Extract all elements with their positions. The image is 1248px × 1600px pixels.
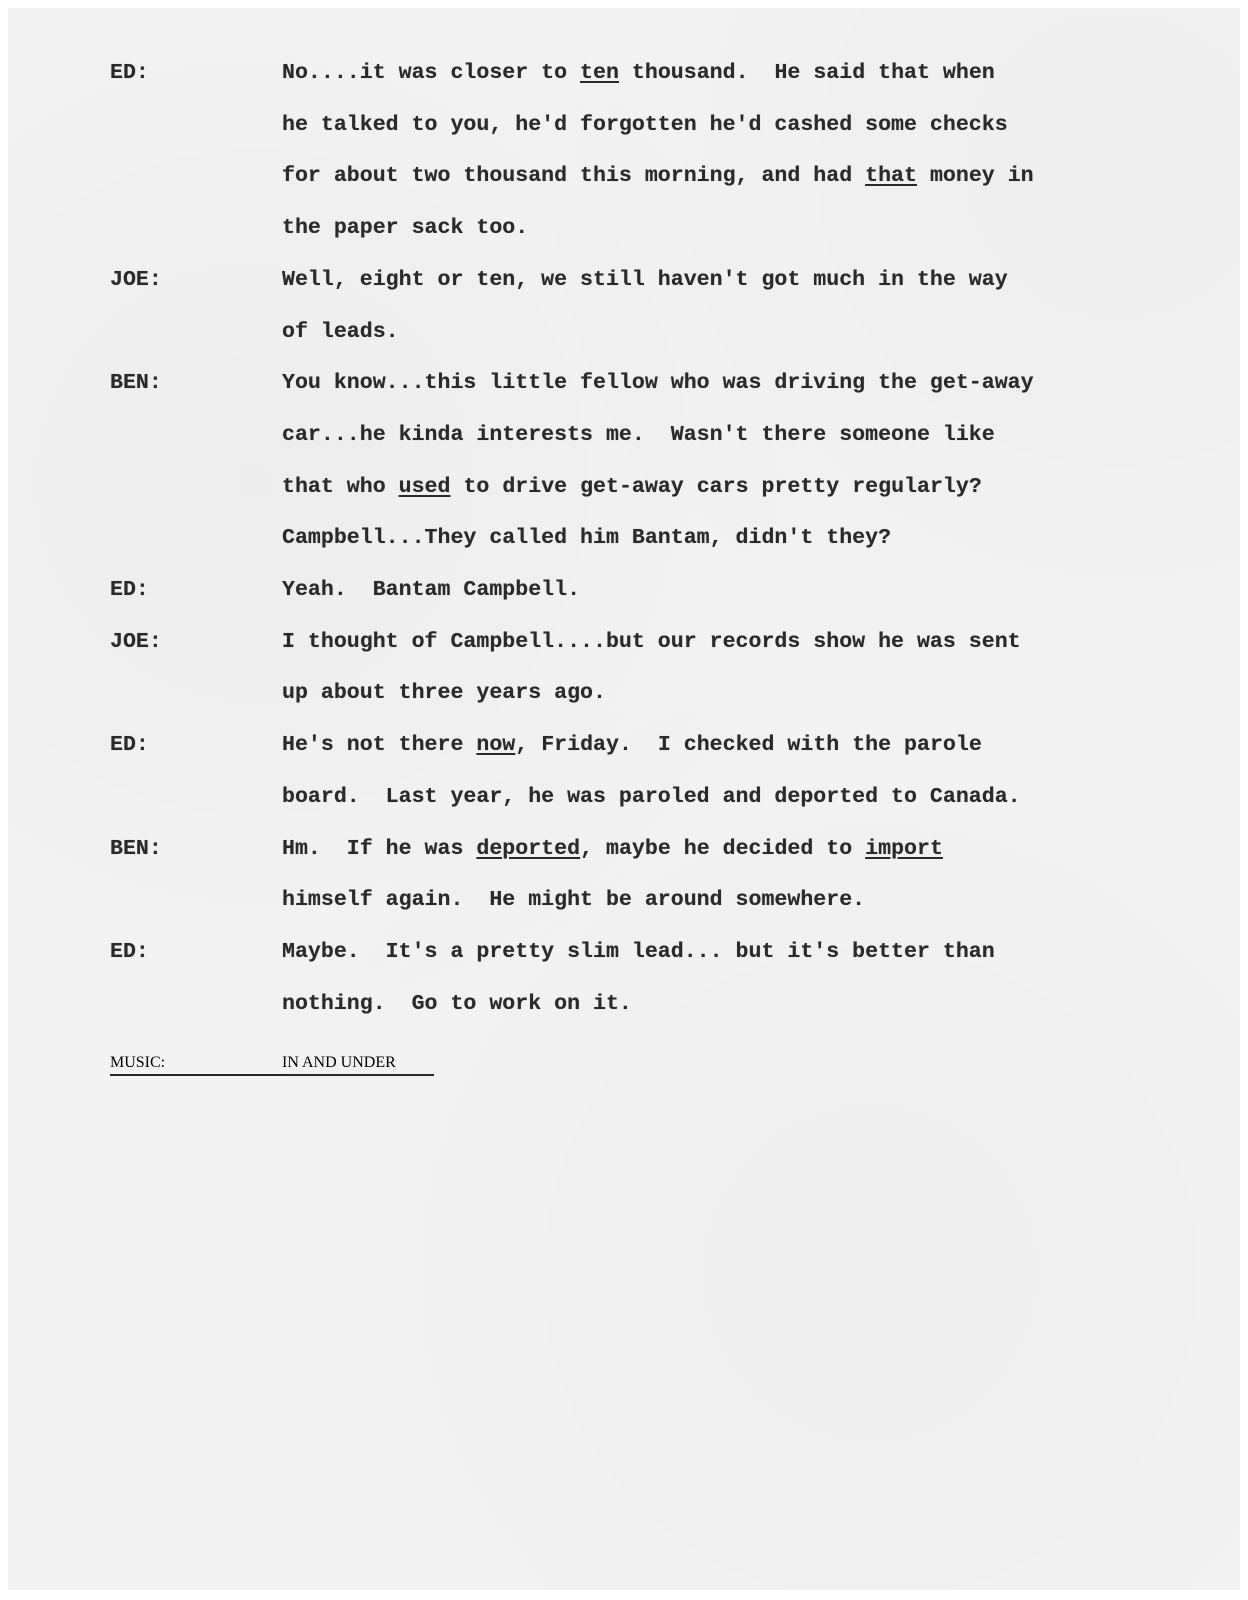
dialogue-line: Well, eight or ten, we still haven't got much in the way (282, 267, 1008, 292)
music-cue-text: IN AND UNDER (282, 1054, 396, 1071)
dialogue-line: Hm. If he was deported, maybe he decided to import (282, 836, 943, 861)
dialogue-line: He's not there now, Friday. I checked with the parole (282, 733, 982, 758)
script-body (8, 8, 1240, 1590)
dialogue-line: Yeah. Bantam Campbell. (282, 578, 581, 602)
dialogue-line: nothing. Go to work on it. (282, 991, 632, 1016)
speaker-label: JOE: (110, 267, 162, 292)
dialogue-line: You know...this little fellow who was driving the get-away (282, 371, 1034, 396)
dialogue-line: Maybe. It's a pretty slim lead... but it's better than (282, 939, 995, 964)
emphasized-word: deported (476, 836, 581, 861)
music-cue (110, 1050, 396, 1180)
speaker-label: ED: (110, 733, 149, 758)
speaker-label: BEN: (110, 836, 162, 861)
dialogue-line: that who used to drive get-away cars pretty regularly? (282, 474, 982, 499)
dialogue-line: the paper sack too. (282, 216, 529, 241)
speaker-label: BEN: (110, 371, 162, 396)
emphasized-word: used (398, 474, 451, 499)
dialogue-line: of leads. (282, 319, 399, 344)
paper-page (8, 8, 1240, 1590)
dialogue-line: up about three years ago. (282, 681, 606, 706)
speaker-label: ED: (110, 939, 149, 964)
dialogue-line: for about two thousand this morning, and had that money in (282, 164, 1034, 189)
dialogue-line: himself again. He might be around somewhere. (282, 888, 866, 913)
dialogue-line: he talked to you, he'd forgotten he'd cashed some checks (282, 112, 1008, 137)
dialogue-line: Campbell...They called him Bantam, didn't they? (282, 526, 892, 551)
emphasized-word: now (476, 733, 516, 758)
music-cue-underline (110, 1074, 434, 1076)
dialogue-line: No....it was closer to ten thousand. He said that when (282, 61, 995, 85)
speaker-label: JOE: (110, 629, 162, 654)
dialogue-line: car...he kinda interests me. Wasn't there someone like (282, 422, 995, 447)
emphasized-word: import (865, 836, 943, 861)
speaker-label: ED: (110, 578, 149, 602)
dialogue-line: I thought of Campbell....but our records show he was sent (282, 629, 1021, 654)
speaker-label: ED: (110, 61, 149, 85)
dialogue-line: board. Last year, he was paroled and deported to Canada. (282, 784, 1021, 809)
emphasized-word: that (865, 164, 917, 189)
music-cue-label: MUSIC: (110, 1054, 166, 1071)
emphasized-word: ten (580, 61, 619, 85)
